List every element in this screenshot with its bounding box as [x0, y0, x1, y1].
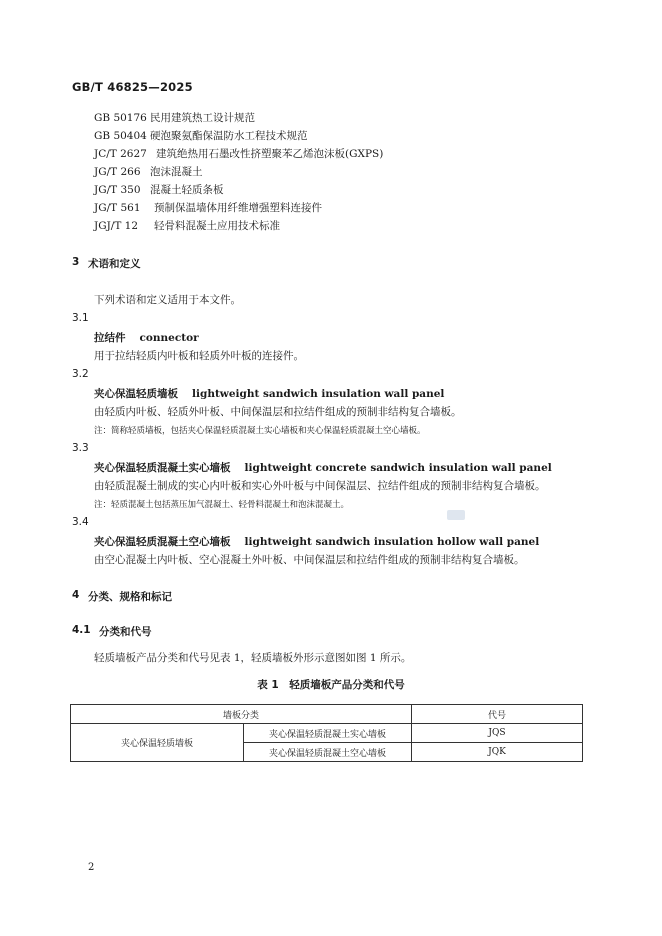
reference-code: JG/T 266	[94, 166, 141, 178]
term-en: connector	[139, 332, 199, 344]
section-number: 4	[72, 589, 80, 601]
subsection-title: 分类和代号	[99, 626, 152, 638]
reference-item	[94, 182, 224, 197]
table-header-category: 墙板分类	[71, 705, 412, 724]
section-paragraph: 轻质墙板产品分类和代号见表 1，轻质墙板外形示意图如图 1 所示。	[94, 652, 412, 664]
reference-title: 轻骨料混凝土应用技术标准	[154, 220, 280, 232]
reference-title: 泡沫混凝土	[150, 166, 203, 178]
subsection-number: 4.1	[72, 624, 91, 636]
term-en: lightweight sandwich insulation hollow wall panel	[244, 536, 540, 548]
term-definition: 由轻质混凝土制成的实心内叶板和实心外叶板与中间保温层、拉结件组成的预制非结构复合墙板。	[94, 480, 546, 492]
classification-table	[70, 704, 583, 762]
reference-title: 预制保温墙体用纤维增强塑料连接件	[154, 202, 322, 214]
reference-code: GB 50404	[94, 130, 147, 142]
reference-code: JGJ/T 12	[94, 220, 139, 232]
table-code-cell: JQK	[412, 743, 583, 762]
reference-item	[94, 110, 255, 125]
standard-header: GB/T 46825—2025	[72, 80, 193, 94]
reference-title: 建筑绝热用石墨改性挤塑聚苯乙烯泡沫板(GXPS)	[156, 148, 384, 160]
table-code-cell: JQS	[412, 724, 583, 743]
term-note: 注：轻质混凝土包括蒸压加气混凝土、轻骨料混凝土和泡沫混凝土。	[94, 500, 350, 510]
term-number: 3.4	[72, 516, 89, 528]
reference-item	[94, 200, 322, 215]
section-number: 3	[72, 256, 80, 268]
reference-item	[94, 128, 308, 143]
term-heading	[94, 330, 199, 345]
term-cn: 夹心保温轻质混凝土实心墙板	[94, 462, 231, 474]
term-cn: 拉结件	[94, 332, 126, 344]
term-cn: 夹心保温轻质混凝土空心墙板	[94, 536, 231, 548]
table-group-cell: 夹心保温轻质墙板	[71, 724, 244, 762]
reference-title: 混凝土轻质条板	[150, 184, 224, 196]
reference-title: 硬泡聚氨酯保温防水工程技术规范	[150, 130, 308, 142]
term-definition: 用于拉结轻质内叶板和轻质外叶板的连接件。	[94, 350, 304, 362]
table-type-cell: 夹心保温轻质混凝土实心墙板	[244, 724, 412, 743]
reference-title: 民用建筑热工设计规范	[150, 112, 255, 124]
watermark-stamp	[447, 510, 465, 520]
table-header-row	[71, 705, 583, 724]
term-cn: 夹心保温轻质墙板	[94, 388, 178, 400]
section-title: 分类、规格和标记	[88, 591, 172, 603]
reference-code: GB 50176	[94, 112, 147, 124]
term-en: lightweight concrete sandwich insulation wall panel	[244, 462, 552, 474]
term-number: 3.2	[72, 368, 89, 380]
reference-item	[94, 218, 280, 233]
page-number: 2	[88, 862, 95, 873]
term-heading	[94, 534, 539, 549]
table-row	[71, 724, 583, 743]
reference-item	[94, 164, 203, 179]
reference-code: JG/T 561	[94, 202, 141, 214]
table-caption: 表 1 轻质墙板产品分类和代号	[257, 679, 405, 691]
section-intro: 下列术语和定义适用于本文件。	[94, 294, 241, 306]
term-en: lightweight sandwich insulation wall panel	[192, 388, 445, 400]
term-definition: 由轻质内叶板、轻质外叶板、中间保温层和拉结件组成的预制非结构复合墙板。	[94, 406, 462, 418]
term-heading	[94, 460, 552, 475]
table-type-cell: 夹心保温轻质混凝土空心墙板	[244, 743, 412, 762]
term-definition: 由空心混凝土内叶板、空心混凝土外叶板、中间保温层和拉结件组成的预制非结构复合墙板。	[94, 554, 525, 566]
term-heading	[94, 386, 444, 401]
reference-code: JC/T 2627	[94, 148, 147, 160]
section-title: 术语和定义	[88, 258, 141, 270]
term-number: 3.1	[72, 312, 89, 324]
term-number: 3.3	[72, 442, 89, 454]
term-note: 注：简称轻质墙板，包括夹心保温轻质混凝土实心墙板和夹心保温轻质混凝土空心墙板。	[94, 426, 426, 436]
reference-item	[94, 146, 383, 161]
table-header-code: 代号	[412, 705, 583, 724]
reference-code: JG/T 350	[94, 184, 141, 196]
